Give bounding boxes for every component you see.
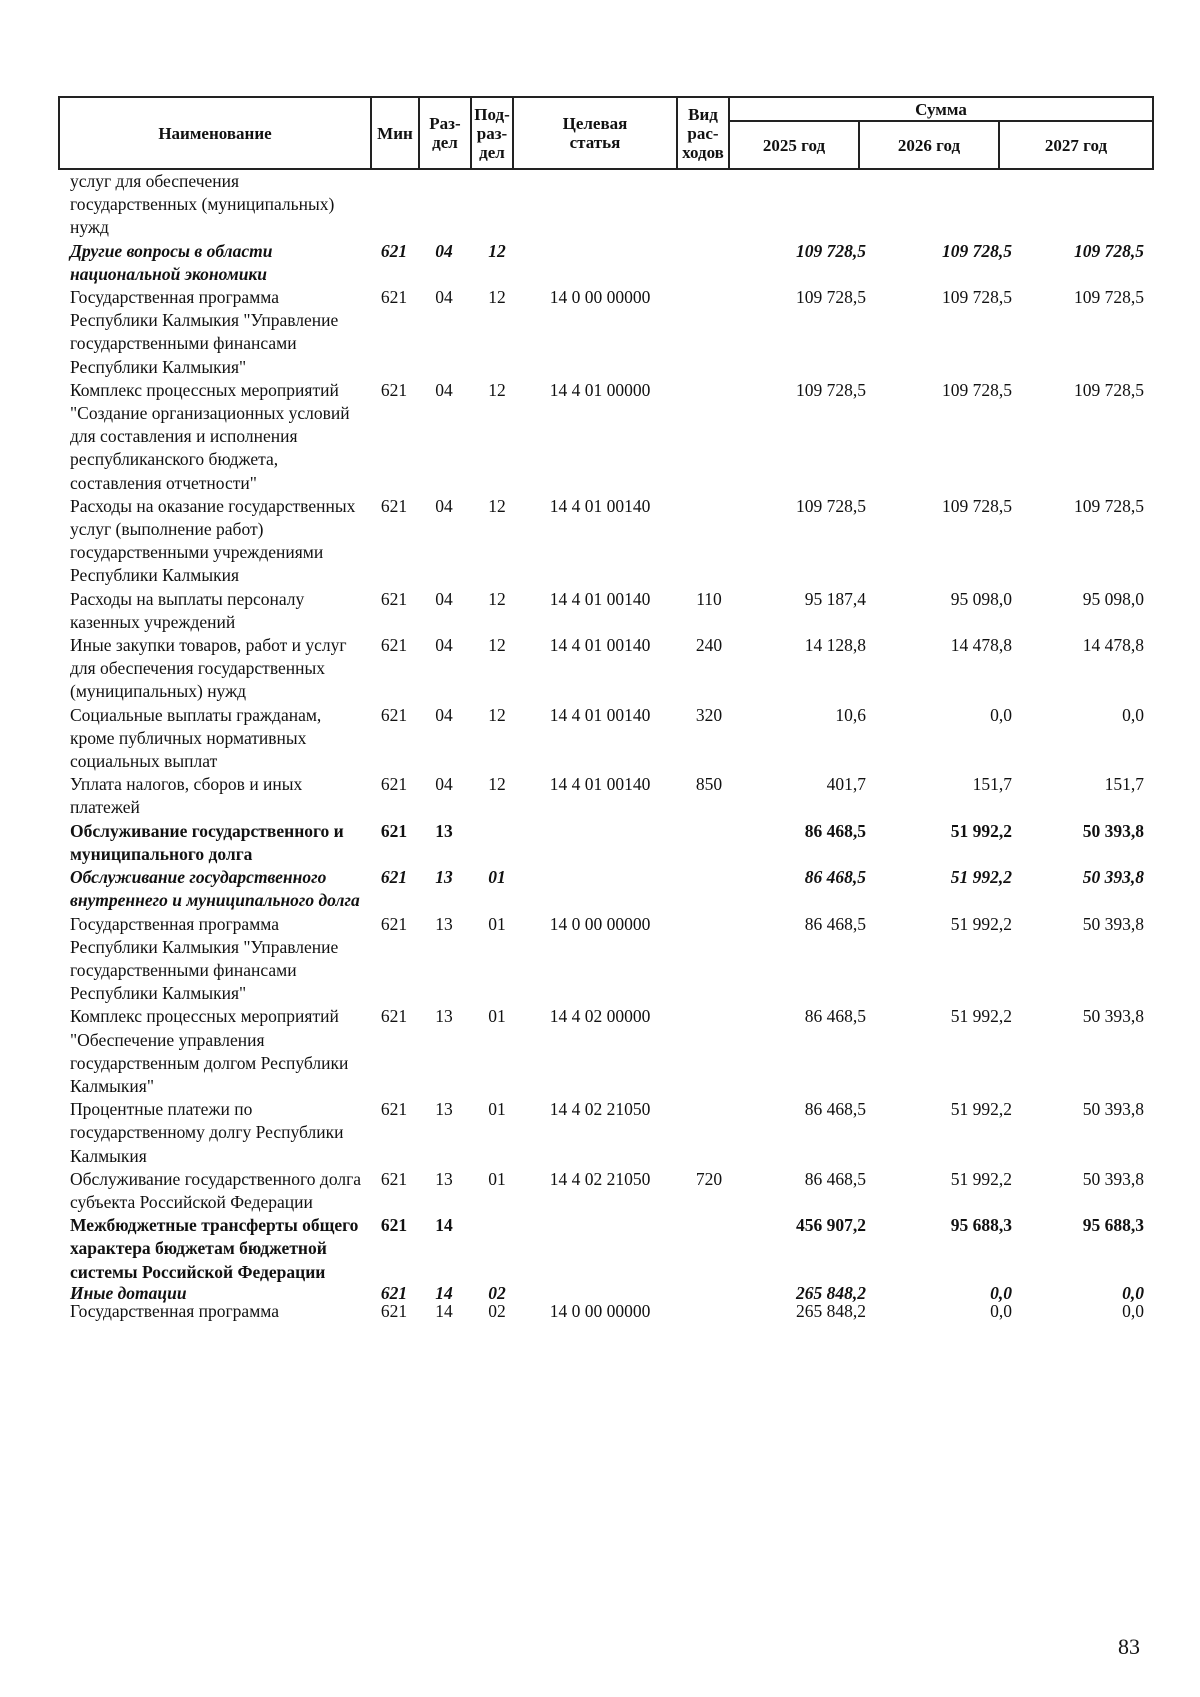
cell-razdel: 13	[435, 820, 453, 841]
cell-statya: 14 0 00 00000	[549, 913, 651, 934]
cell-razdel: 13	[435, 867, 453, 888]
cell-razdel: 04	[435, 774, 453, 795]
header-podrazdel	[471, 97, 513, 169]
header-summa: Сумма	[729, 97, 1153, 121]
cell-y2025: 456 907,2	[796, 1215, 866, 1236]
header-vid-line1: Вид	[688, 104, 718, 124]
cell-min: 621	[380, 1282, 408, 1303]
cell-y2026: 109 728,5	[942, 287, 1012, 308]
cell-podrazdel: 12	[488, 287, 506, 308]
cell-statya: 14 0 00 00000	[549, 287, 651, 308]
cell-min: 621	[380, 1168, 408, 1189]
table-row	[58, 1098, 1152, 1168]
cell-y2025: 401,7	[826, 774, 866, 795]
cell-name: Уплата налогов, сборов и иных платежей	[70, 774, 303, 818]
table-row	[58, 1168, 1152, 1214]
table-row	[58, 704, 1152, 774]
cell-name: Расходы на выплаты персоналу казенных учреждений	[70, 588, 305, 632]
table-row	[58, 1302, 1152, 1320]
cell-y2026: 51 992,2	[950, 820, 1012, 841]
cell-name: Государственная программа Республики Калмыкия "Управление государственными финансами Республики Калмыкия"	[70, 913, 339, 1004]
header-podrazdel-line2: раз-	[476, 123, 508, 143]
cell-y2025: 109 728,5	[796, 240, 866, 261]
cell-y2026: 109 728,5	[942, 495, 1012, 516]
cell-statya: 14 4 02 21050	[549, 1168, 651, 1189]
cell-y2027: 109 728,5	[1074, 495, 1144, 516]
cell-y2027: 151,7	[1104, 774, 1144, 795]
header-vid-line2: рас-	[687, 123, 719, 143]
cell-statya: 14 4 02 21050	[549, 1099, 651, 1120]
cell-name: Государственная программа Республики Калмыкия "Управление государственными финансами Республики Калмыкия"	[70, 287, 339, 377]
cell-podrazdel: 12	[488, 704, 506, 725]
table-row	[58, 170, 1152, 240]
table-row	[58, 866, 1152, 912]
cell-y2026: 95 098,0	[950, 588, 1012, 609]
cell-name: Комплекс процессных мероприятий "Обеспечение управления государственным долгом Республики Калмыкия"	[70, 1006, 349, 1096]
cell-y2027: 50 393,8	[1082, 1006, 1144, 1027]
cell-razdel: 13	[435, 913, 453, 934]
header-razdel	[419, 97, 471, 169]
header-vid-line3: ходов	[682, 142, 724, 162]
cell-name: Государственная программа	[70, 1300, 279, 1321]
cell-y2027: 95 688,3	[1082, 1215, 1144, 1236]
cell-statya: 14 0 00 00000	[549, 1300, 651, 1321]
cell-razdel: 13	[435, 1099, 453, 1120]
cell-y2027: 109 728,5	[1074, 287, 1144, 308]
cell-y2025: 95 187,4	[804, 588, 866, 609]
cell-min: 621	[380, 704, 408, 725]
cell-vid: 320	[695, 704, 723, 725]
cell-name: Расходы на оказание государственных услуг (выполнение работ) государственными учреждениями Республики Калмыкия	[70, 495, 356, 586]
table-row	[58, 773, 1152, 819]
cell-statya: 14 4 02 00000	[549, 1006, 651, 1027]
cell-name: Комплекс процессных мероприятий "Создание организационных условий для составления и исполнения республиканского бюджета, составления отчетности"	[70, 379, 350, 493]
cell-y2027: 0,0	[1122, 1300, 1144, 1321]
cell-razdel: 04	[435, 704, 453, 725]
cell-name: Обслуживание государственного и муниципального долга	[70, 820, 344, 864]
cell-min: 621	[380, 867, 408, 888]
header-year-2026: 2026 год	[859, 121, 999, 169]
cell-razdel: 14	[435, 1300, 453, 1321]
cell-vid: 720	[695, 1168, 723, 1189]
cell-min: 621	[380, 379, 408, 400]
cell-y2027: 95 098,0	[1082, 588, 1144, 609]
cell-y2026: 51 992,2	[950, 867, 1012, 888]
cell-min: 621	[380, 913, 408, 934]
cell-y2026: 0,0	[990, 1300, 1012, 1321]
cell-y2025: 109 728,5	[796, 379, 866, 400]
header-year-2027: 2027 год	[999, 121, 1153, 169]
cell-y2026: 51 992,2	[950, 913, 1012, 934]
cell-y2025: 86 468,5	[804, 1168, 866, 1189]
cell-y2025: 86 468,5	[804, 1006, 866, 1027]
cell-y2026: 51 992,2	[950, 1168, 1012, 1189]
cell-razdel: 14	[435, 1282, 453, 1303]
table-body	[58, 170, 1152, 1320]
cell-y2027: 50 393,8	[1082, 913, 1144, 934]
cell-y2027: 0,0	[1122, 1282, 1144, 1303]
cell-podrazdel: 12	[488, 588, 506, 609]
header-min: Мин	[371, 97, 419, 169]
cell-y2026: 51 992,2	[950, 1099, 1012, 1120]
cell-y2027: 14 478,8	[1082, 635, 1144, 656]
table-row	[58, 820, 1152, 866]
page-number: 83	[1118, 1634, 1140, 1659]
cell-y2026: 0,0	[990, 1282, 1012, 1303]
cell-min: 621	[380, 1215, 408, 1236]
cell-y2025: 86 468,5	[804, 913, 866, 934]
cell-y2025: 86 468,5	[804, 867, 866, 888]
cell-y2026: 95 688,3	[950, 1215, 1012, 1236]
header-vid	[677, 97, 729, 169]
cell-name: Обслуживание государственного внутреннего и муниципального долга	[70, 867, 360, 911]
cell-podrazdel: 12	[488, 240, 506, 261]
cell-min: 621	[380, 1099, 408, 1120]
cell-podrazdel: 01	[488, 913, 506, 934]
table-row	[58, 379, 1152, 495]
cell-vid: 850	[695, 774, 723, 795]
header-razdel-line2: дел	[432, 133, 458, 152]
cell-min: 621	[380, 287, 408, 308]
header-razdel-line1: Раз-	[429, 114, 461, 133]
cell-y2026: 14 478,8	[950, 635, 1012, 656]
header-statya-line1: Целевая	[562, 114, 628, 133]
cell-statya: 14 4 01 00140	[549, 635, 651, 656]
cell-y2027: 109 728,5	[1074, 379, 1144, 400]
cell-y2026: 109 728,5	[942, 240, 1012, 261]
cell-min: 621	[380, 495, 408, 516]
cell-y2027: 50 393,8	[1082, 820, 1144, 841]
cell-y2026: 151,7	[972, 774, 1012, 795]
cell-name: Другие вопросы в области национальной экономики	[70, 240, 273, 284]
cell-name: Межбюджетные трансферты общего характера бюджетам бюджетной системы Российской Федерации	[70, 1215, 359, 1282]
table-row	[58, 1214, 1152, 1284]
cell-y2027: 50 393,8	[1082, 1168, 1144, 1189]
cell-statya: 14 4 01 00140	[549, 495, 651, 516]
cell-y2025: 109 728,5	[796, 287, 866, 308]
cell-vid: 240	[695, 635, 723, 656]
cell-y2025: 109 728,5	[796, 495, 866, 516]
cell-min: 621	[380, 1006, 408, 1027]
cell-y2025: 86 468,5	[804, 1099, 866, 1120]
cell-y2025: 86 468,5	[804, 820, 866, 841]
cell-y2027: 50 393,8	[1082, 867, 1144, 888]
header-statya-line2: статья	[569, 133, 621, 152]
cell-statya: 14 4 01 00140	[549, 704, 651, 725]
header-year-2025: 2025 год	[729, 121, 859, 169]
cell-statya: 14 4 01 00140	[549, 774, 651, 795]
cell-min: 621	[380, 774, 408, 795]
cell-name: Обслуживание государственного долга субъекта Российской Федерации	[70, 1168, 362, 1212]
cell-podrazdel: 01	[488, 1099, 506, 1120]
cell-podrazdel: 12	[488, 635, 506, 656]
table-row	[58, 634, 1152, 704]
cell-y2025: 265 848,2	[796, 1300, 866, 1321]
cell-y2025: 265 848,2	[796, 1282, 866, 1303]
table-row	[58, 1284, 1152, 1302]
table-header	[58, 96, 1154, 170]
table-row	[58, 588, 1152, 634]
header-statya	[513, 97, 677, 169]
cell-y2027: 0,0	[1122, 704, 1144, 725]
cell-razdel: 04	[435, 379, 453, 400]
cell-razdel: 04	[435, 495, 453, 516]
cell-podrazdel: 02	[488, 1282, 506, 1303]
header-podrazdel-line1: Под-	[474, 104, 510, 124]
cell-razdel: 04	[435, 635, 453, 656]
cell-name: Иные дотации	[70, 1282, 187, 1303]
cell-podrazdel: 01	[488, 1006, 506, 1027]
cell-y2026: 51 992,2	[950, 1006, 1012, 1027]
cell-name: Социальные выплаты гражданам, кроме публичных нормативных социальных выплат	[70, 704, 322, 772]
cell-statya: 14 4 01 00000	[549, 379, 651, 400]
cell-razdel: 13	[435, 1006, 453, 1027]
cell-razdel: 04	[435, 240, 453, 261]
cell-name: услуг для обеспечения государственных (муниципальных) нужд	[70, 171, 335, 238]
header-podrazdel-line3: дел	[479, 142, 505, 162]
table-row	[58, 913, 1152, 1006]
table-row	[58, 495, 1152, 588]
header-name: Наименование	[59, 97, 371, 169]
cell-min: 621	[380, 240, 408, 261]
cell-min: 621	[380, 820, 408, 841]
cell-razdel: 13	[435, 1168, 453, 1189]
cell-min: 621	[380, 588, 408, 609]
table-row	[58, 286, 1152, 379]
cell-y2027: 109 728,5	[1074, 240, 1144, 261]
cell-podrazdel: 12	[488, 774, 506, 795]
cell-podrazdel: 12	[488, 495, 506, 516]
cell-podrazdel: 01	[488, 867, 506, 888]
table-row	[58, 1005, 1152, 1098]
cell-y2027: 50 393,8	[1082, 1099, 1144, 1120]
cell-min: 621	[380, 635, 408, 656]
cell-statya: 14 4 01 00140	[549, 588, 651, 609]
cell-podrazdel: 12	[488, 379, 506, 400]
cell-razdel: 14	[435, 1215, 453, 1236]
cell-name: Процентные платежи по государственному долгу Республики Калмыкия	[70, 1099, 344, 1166]
cell-razdel: 04	[435, 588, 453, 609]
cell-y2025: 10,6	[835, 704, 866, 725]
cell-podrazdel: 02	[488, 1300, 506, 1321]
cell-name: Иные закупки товаров, работ и услуг для обеспечения государственных (муниципальных) нужд	[70, 635, 347, 702]
cell-min: 621	[380, 1300, 408, 1321]
cell-y2026: 109 728,5	[942, 379, 1012, 400]
table-row	[58, 240, 1152, 286]
cell-vid: 110	[696, 588, 722, 609]
cell-podrazdel: 01	[488, 1168, 506, 1189]
cell-razdel: 04	[435, 287, 453, 308]
cell-y2025: 14 128,8	[804, 635, 866, 656]
cell-y2026: 0,0	[990, 704, 1012, 725]
